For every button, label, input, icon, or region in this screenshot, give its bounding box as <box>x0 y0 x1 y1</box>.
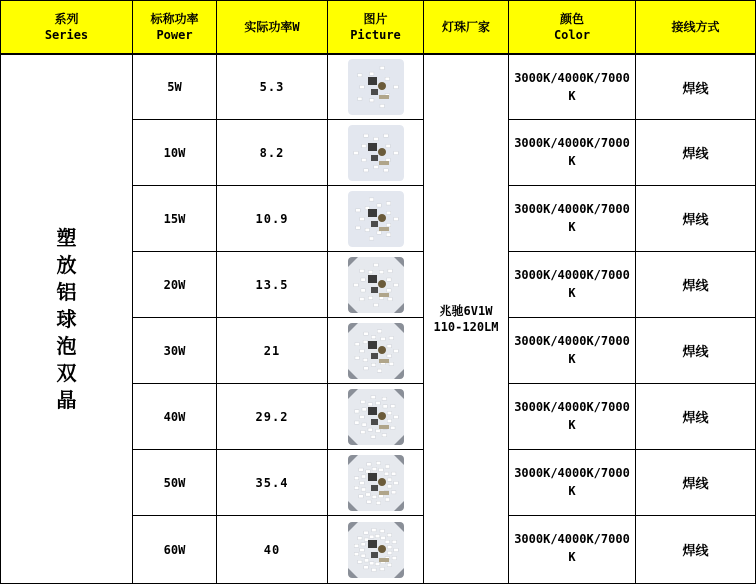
grid-line <box>508 185 756 186</box>
grid-line <box>216 0 217 584</box>
wiring-cell: 焊线 <box>682 279 709 294</box>
led-board-image <box>348 257 404 313</box>
led-board-icon <box>348 59 404 115</box>
grid-line <box>508 0 509 584</box>
grid-line <box>508 449 756 450</box>
grid-line <box>508 317 756 318</box>
header-color-cn: 颜色 <box>559 12 584 26</box>
wiring-cell: 焊线 <box>682 345 709 360</box>
header-wiring <box>636 1 755 53</box>
power-cell: 10W <box>163 145 186 160</box>
header-actual-power-label: 实际功率W <box>244 20 300 34</box>
grid-line <box>132 119 424 120</box>
header-vendor-label: 灯珠厂家 <box>441 20 490 34</box>
color-temp-cell: 3000K/4000K/7000K <box>514 202 630 234</box>
wiring-cell: 焊线 <box>682 544 709 559</box>
vendor-cell <box>424 55 508 583</box>
series-name <box>1 55 132 583</box>
header-picture-en: Picture <box>350 28 401 42</box>
grid-line <box>132 383 424 384</box>
series-char: 塑 <box>56 225 77 250</box>
wiring-cell: 焊线 <box>682 81 709 97</box>
grid-line <box>0 0 756 1</box>
actual-power-cell: 5.3 <box>259 80 285 94</box>
led-board-image <box>348 125 404 181</box>
grid-line <box>132 317 424 318</box>
led-board-icon <box>348 522 404 578</box>
wiring-cell: 焊线 <box>682 477 709 492</box>
header-power <box>133 1 216 53</box>
power-cell: 15W <box>163 211 186 226</box>
series-char: 双 <box>56 360 77 385</box>
led-board-image <box>348 191 404 247</box>
header-color-en: Color <box>553 28 591 42</box>
grid-line <box>132 185 424 186</box>
header-wiring-label: 接线方式 <box>671 20 720 34</box>
grid-line <box>0 53 756 55</box>
header-picture-cn: 图片 <box>363 12 388 26</box>
actual-power-cell: 29.2 <box>255 409 289 424</box>
led-board-icon <box>348 257 404 313</box>
color-temp-cell: 3000K/4000K/7000K <box>514 268 630 300</box>
color-temp-cell: 3000K/4000K/7000K <box>514 334 630 366</box>
wiring-cell: 焊线 <box>682 147 709 162</box>
header-series <box>1 1 132 53</box>
grid-line <box>508 251 756 252</box>
power-cell: 5W <box>167 80 182 94</box>
series-char: 放 <box>56 252 77 277</box>
actual-power-cell: 13.5 <box>255 277 289 292</box>
color-temp-cell: 3000K/4000K/7000K <box>514 400 630 432</box>
vendor-led-brand: 兆驰6V1W <box>439 304 493 318</box>
grid-line <box>508 383 756 384</box>
grid-line <box>635 0 636 584</box>
actual-power-cell: 40 <box>263 542 281 557</box>
led-board-icon <box>348 125 404 181</box>
power-cell: 50W <box>163 475 186 490</box>
grid-line <box>423 0 424 584</box>
led-board-icon <box>348 455 404 511</box>
wiring-cell: 焊线 <box>682 411 709 426</box>
header-series-en: Series <box>44 28 89 42</box>
series-char: 泡 <box>56 333 77 358</box>
header-picture <box>328 1 423 53</box>
grid-line <box>508 119 756 120</box>
grid-line <box>132 251 424 252</box>
actual-power-cell: 21 <box>263 343 281 358</box>
power-cell: 40W <box>163 409 186 424</box>
led-board-image <box>348 59 404 115</box>
grid-line <box>132 0 133 584</box>
color-temp-cell: 3000K/4000K/7000K <box>514 466 630 498</box>
color-temp-cell: 3000K/4000K/7000K <box>514 532 630 564</box>
color-temp-cell: 3000K/4000K/7000K <box>514 71 630 103</box>
color-temp-cell: 3000K/4000K/7000K <box>514 136 630 168</box>
led-board-icon <box>348 191 404 247</box>
vendor-lumen: 110-120LM <box>433 320 499 334</box>
led-board-image <box>348 389 404 445</box>
grid-line <box>508 515 756 516</box>
power-cell: 60W <box>163 542 186 557</box>
series-char: 铝 <box>56 279 77 304</box>
header-power-en: Power <box>156 28 193 42</box>
header-power-cn: 标称功率 <box>150 12 199 26</box>
led-board-icon <box>348 323 404 379</box>
actual-power-cell: 35.4 <box>255 475 289 490</box>
power-cell: 20W <box>163 277 186 292</box>
series-char: 球 <box>56 306 77 331</box>
led-board-image <box>348 455 404 511</box>
power-cell: 30W <box>163 343 186 358</box>
header-vendor <box>424 1 508 53</box>
grid-line <box>132 515 424 516</box>
led-board-image <box>348 323 404 379</box>
grid-line <box>327 0 328 584</box>
wiring-cell: 焊线 <box>682 213 709 228</box>
led-board-image <box>348 522 404 578</box>
header-series-cn: 系列 <box>54 12 79 26</box>
actual-power-cell: 8.2 <box>259 145 285 160</box>
grid-line <box>132 449 424 450</box>
grid-line <box>0 0 1 584</box>
header-actual-power <box>217 1 327 53</box>
actual-power-cell: 10.9 <box>255 211 289 226</box>
header-color <box>509 1 635 53</box>
series-char: 晶 <box>56 387 77 412</box>
led-board-icon <box>348 389 404 445</box>
